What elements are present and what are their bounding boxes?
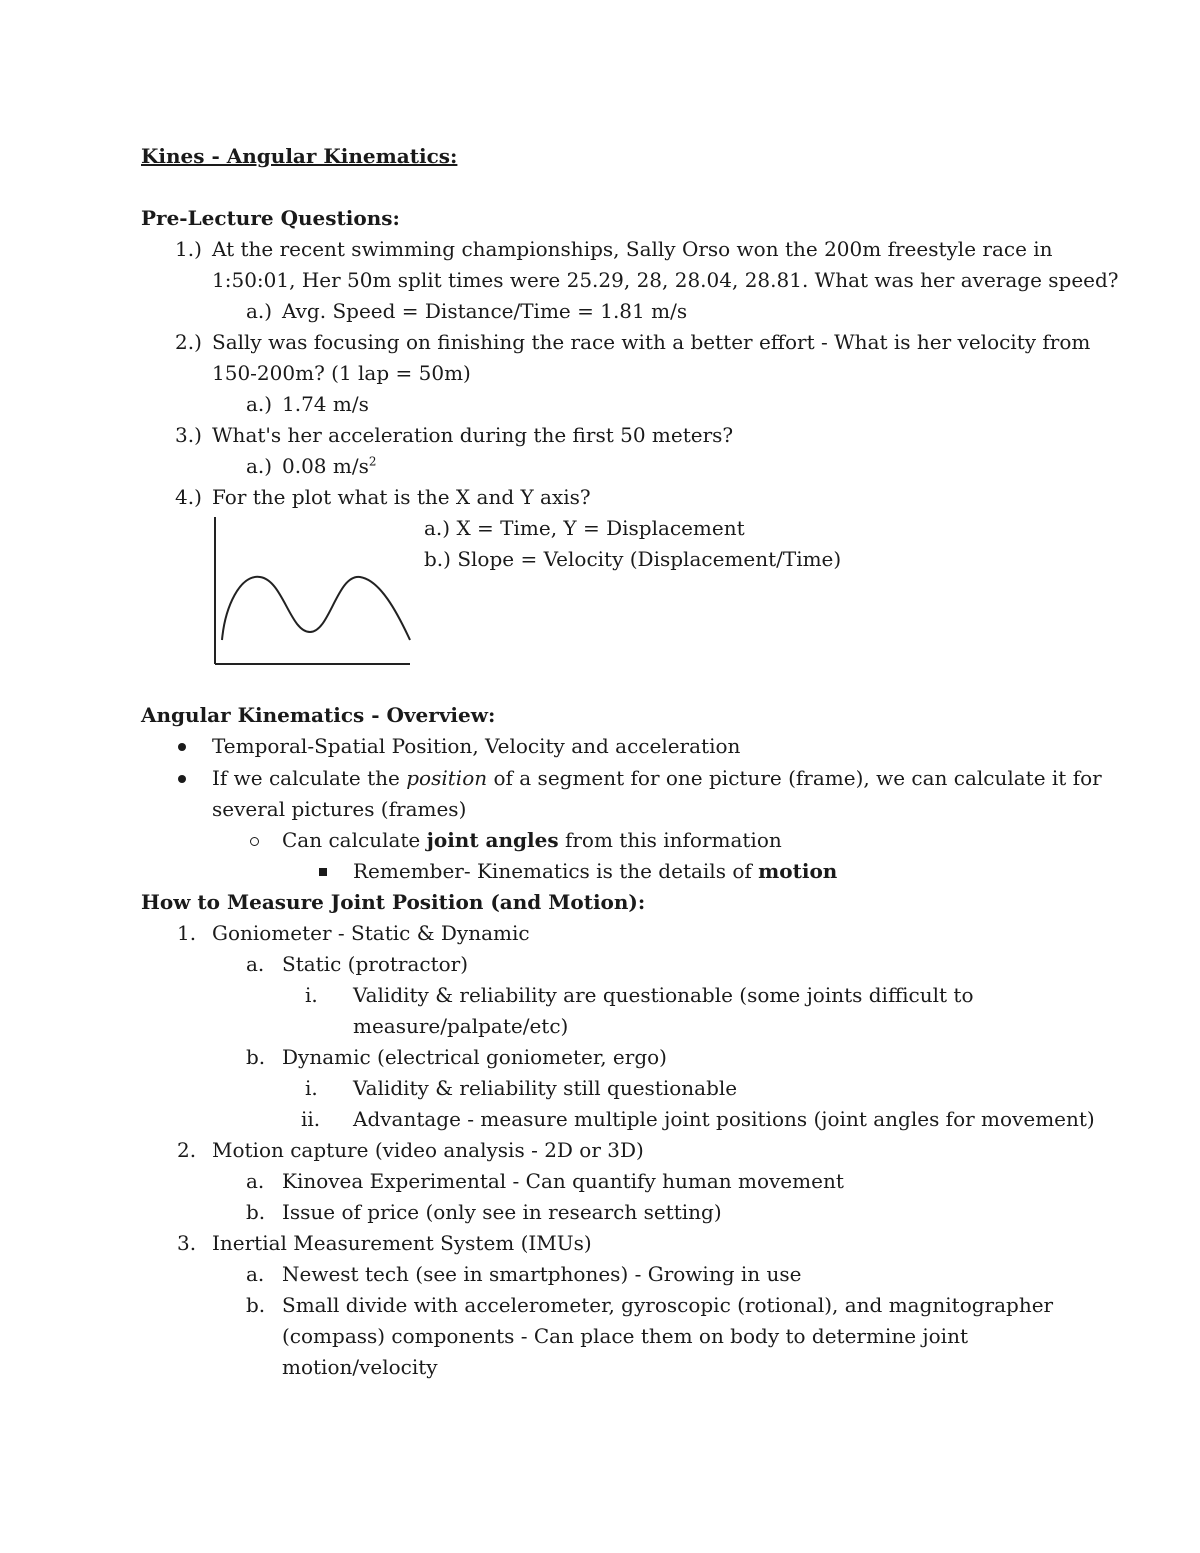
item1-text: Goniometer - Static & Dynamic bbox=[212, 921, 530, 945]
bullet-square-icon bbox=[319, 868, 327, 876]
q4-text: For the plot what is the X and Y axis? bbox=[212, 485, 591, 509]
q1-number: 1.) bbox=[175, 237, 202, 261]
item1b-ii-number: ii. bbox=[301, 1107, 321, 1131]
item1b-i-number: i. bbox=[305, 1076, 318, 1100]
item1b-number: b. bbox=[246, 1045, 266, 1069]
overview-bullet-2-line1 bbox=[212, 763, 1102, 794]
item3-number: 3. bbox=[177, 1231, 197, 1255]
sub1-bold: joint angles bbox=[426, 828, 559, 852]
bullet2-post: of a segment for one picture (frame), we can calculate it for bbox=[487, 766, 1102, 790]
item2a-text: Kinovea Experimental - Can quantify human movement bbox=[282, 1169, 844, 1193]
bullet2-pre: If we calculate the bbox=[212, 766, 407, 790]
item1a-text: Static (protractor) bbox=[282, 952, 469, 976]
item3b-line2: (compass) components - Can place them on body to determine joint bbox=[282, 1324, 968, 1348]
q3-text: What's her acceleration during the first 50 meters? bbox=[212, 423, 734, 447]
item2a-number: a. bbox=[246, 1169, 265, 1193]
item1a-i-number: i. bbox=[305, 983, 318, 1007]
overview-heading: Angular Kinematics - Overview: bbox=[141, 703, 496, 727]
item2b-number: b. bbox=[246, 1200, 266, 1224]
q3a-answer-value: 0.08 m/s bbox=[282, 454, 369, 478]
item2-number: 2. bbox=[177, 1138, 197, 1162]
overview-sub-bullet-1 bbox=[282, 825, 782, 856]
q3a-number: a.) bbox=[246, 454, 273, 478]
q1a-number: a.) bbox=[246, 299, 273, 323]
prelecture-heading: Pre-Lecture Questions: bbox=[141, 206, 400, 230]
q3-number: 3.) bbox=[175, 423, 202, 447]
measure-heading: How to Measure Joint Position (and Motion): bbox=[141, 890, 646, 914]
q4b-answer: b.) Slope = Velocity (Displacement/Time) bbox=[424, 547, 842, 571]
subsub1-pre: Remember- Kinematics is the details of bbox=[353, 859, 759, 883]
item3b-line3: motion/velocity bbox=[282, 1355, 438, 1379]
q3a-answer bbox=[282, 451, 377, 482]
q4a-answer: a.) X = Time, Y = Displacement bbox=[424, 516, 745, 540]
item1b-text: Dynamic (electrical goniometer, ergo) bbox=[282, 1045, 667, 1069]
item1a-i-line2: measure/palpate/etc) bbox=[353, 1014, 569, 1038]
item3b-line1: Small divide with accelerometer, gyroscopic (rotional), and magnitographer bbox=[282, 1293, 1054, 1317]
q2-number: 2.) bbox=[175, 330, 202, 354]
item1b-ii-text: Advantage - measure multiple joint positions (joint angles for movement) bbox=[353, 1107, 1095, 1131]
sketch-curve bbox=[222, 577, 410, 640]
item3b-number: b. bbox=[246, 1293, 266, 1317]
q2a-answer: 1.74 m/s bbox=[282, 392, 369, 416]
subsub1-bold: motion bbox=[758, 859, 838, 883]
overview-subsub-bullet-1 bbox=[353, 856, 837, 887]
q2-text-line2: 150-200m? (1 lap = 50m) bbox=[212, 361, 471, 385]
q1a-answer: Avg. Speed = Distance/Time = 1.81 m/s bbox=[282, 299, 688, 323]
q2a-number: a.) bbox=[246, 392, 273, 416]
item2b-text: Issue of price (only see in research setting) bbox=[282, 1200, 722, 1224]
bullet-circle-icon bbox=[250, 837, 259, 846]
page-title: Kines - Angular Kinematics: bbox=[141, 144, 458, 168]
displacement-time-sketch bbox=[205, 512, 420, 672]
bullet-dot-icon bbox=[178, 775, 186, 783]
bullet2-emphasis: position bbox=[406, 766, 488, 790]
q4-number: 4.) bbox=[175, 485, 202, 509]
overview-bullet-1: Temporal-Spatial Position, Velocity and acceleration bbox=[212, 734, 741, 758]
sub1-pre: Can calculate bbox=[282, 828, 427, 852]
bullet-dot-icon bbox=[178, 743, 186, 751]
item1a-i-line1: Validity & reliability are questionable (some joints difficult to bbox=[353, 983, 974, 1007]
item2-text: Motion capture (video analysis - 2D or 3D) bbox=[212, 1138, 644, 1162]
sub1-post: from this information bbox=[558, 828, 782, 852]
q1-text-line1: At the recent swimming championships, Sally Orso won the 200m freestyle race in bbox=[212, 237, 1053, 261]
q1-text-line2: 1:50:01, Her 50m split times were 25.29, 28, 28.04, 28.81. What was her average speed? bbox=[212, 268, 1119, 292]
item3a-text: Newest tech (see in smartphones) - Growing in use bbox=[282, 1262, 802, 1286]
item3a-number: a. bbox=[246, 1262, 265, 1286]
item1a-number: a. bbox=[246, 952, 265, 976]
q2-text-line1: Sally was focusing on finishing the race with a better effort - What is her velocity from bbox=[212, 330, 1091, 354]
item1-number: 1. bbox=[177, 921, 197, 945]
overview-bullet-2-line2: several pictures (frames) bbox=[212, 797, 467, 821]
item3-text: Inertial Measurement System (IMUs) bbox=[212, 1231, 592, 1255]
item1b-i-text: Validity & reliability still questionable bbox=[353, 1076, 738, 1100]
q3a-answer-exponent: 2 bbox=[368, 454, 377, 469]
